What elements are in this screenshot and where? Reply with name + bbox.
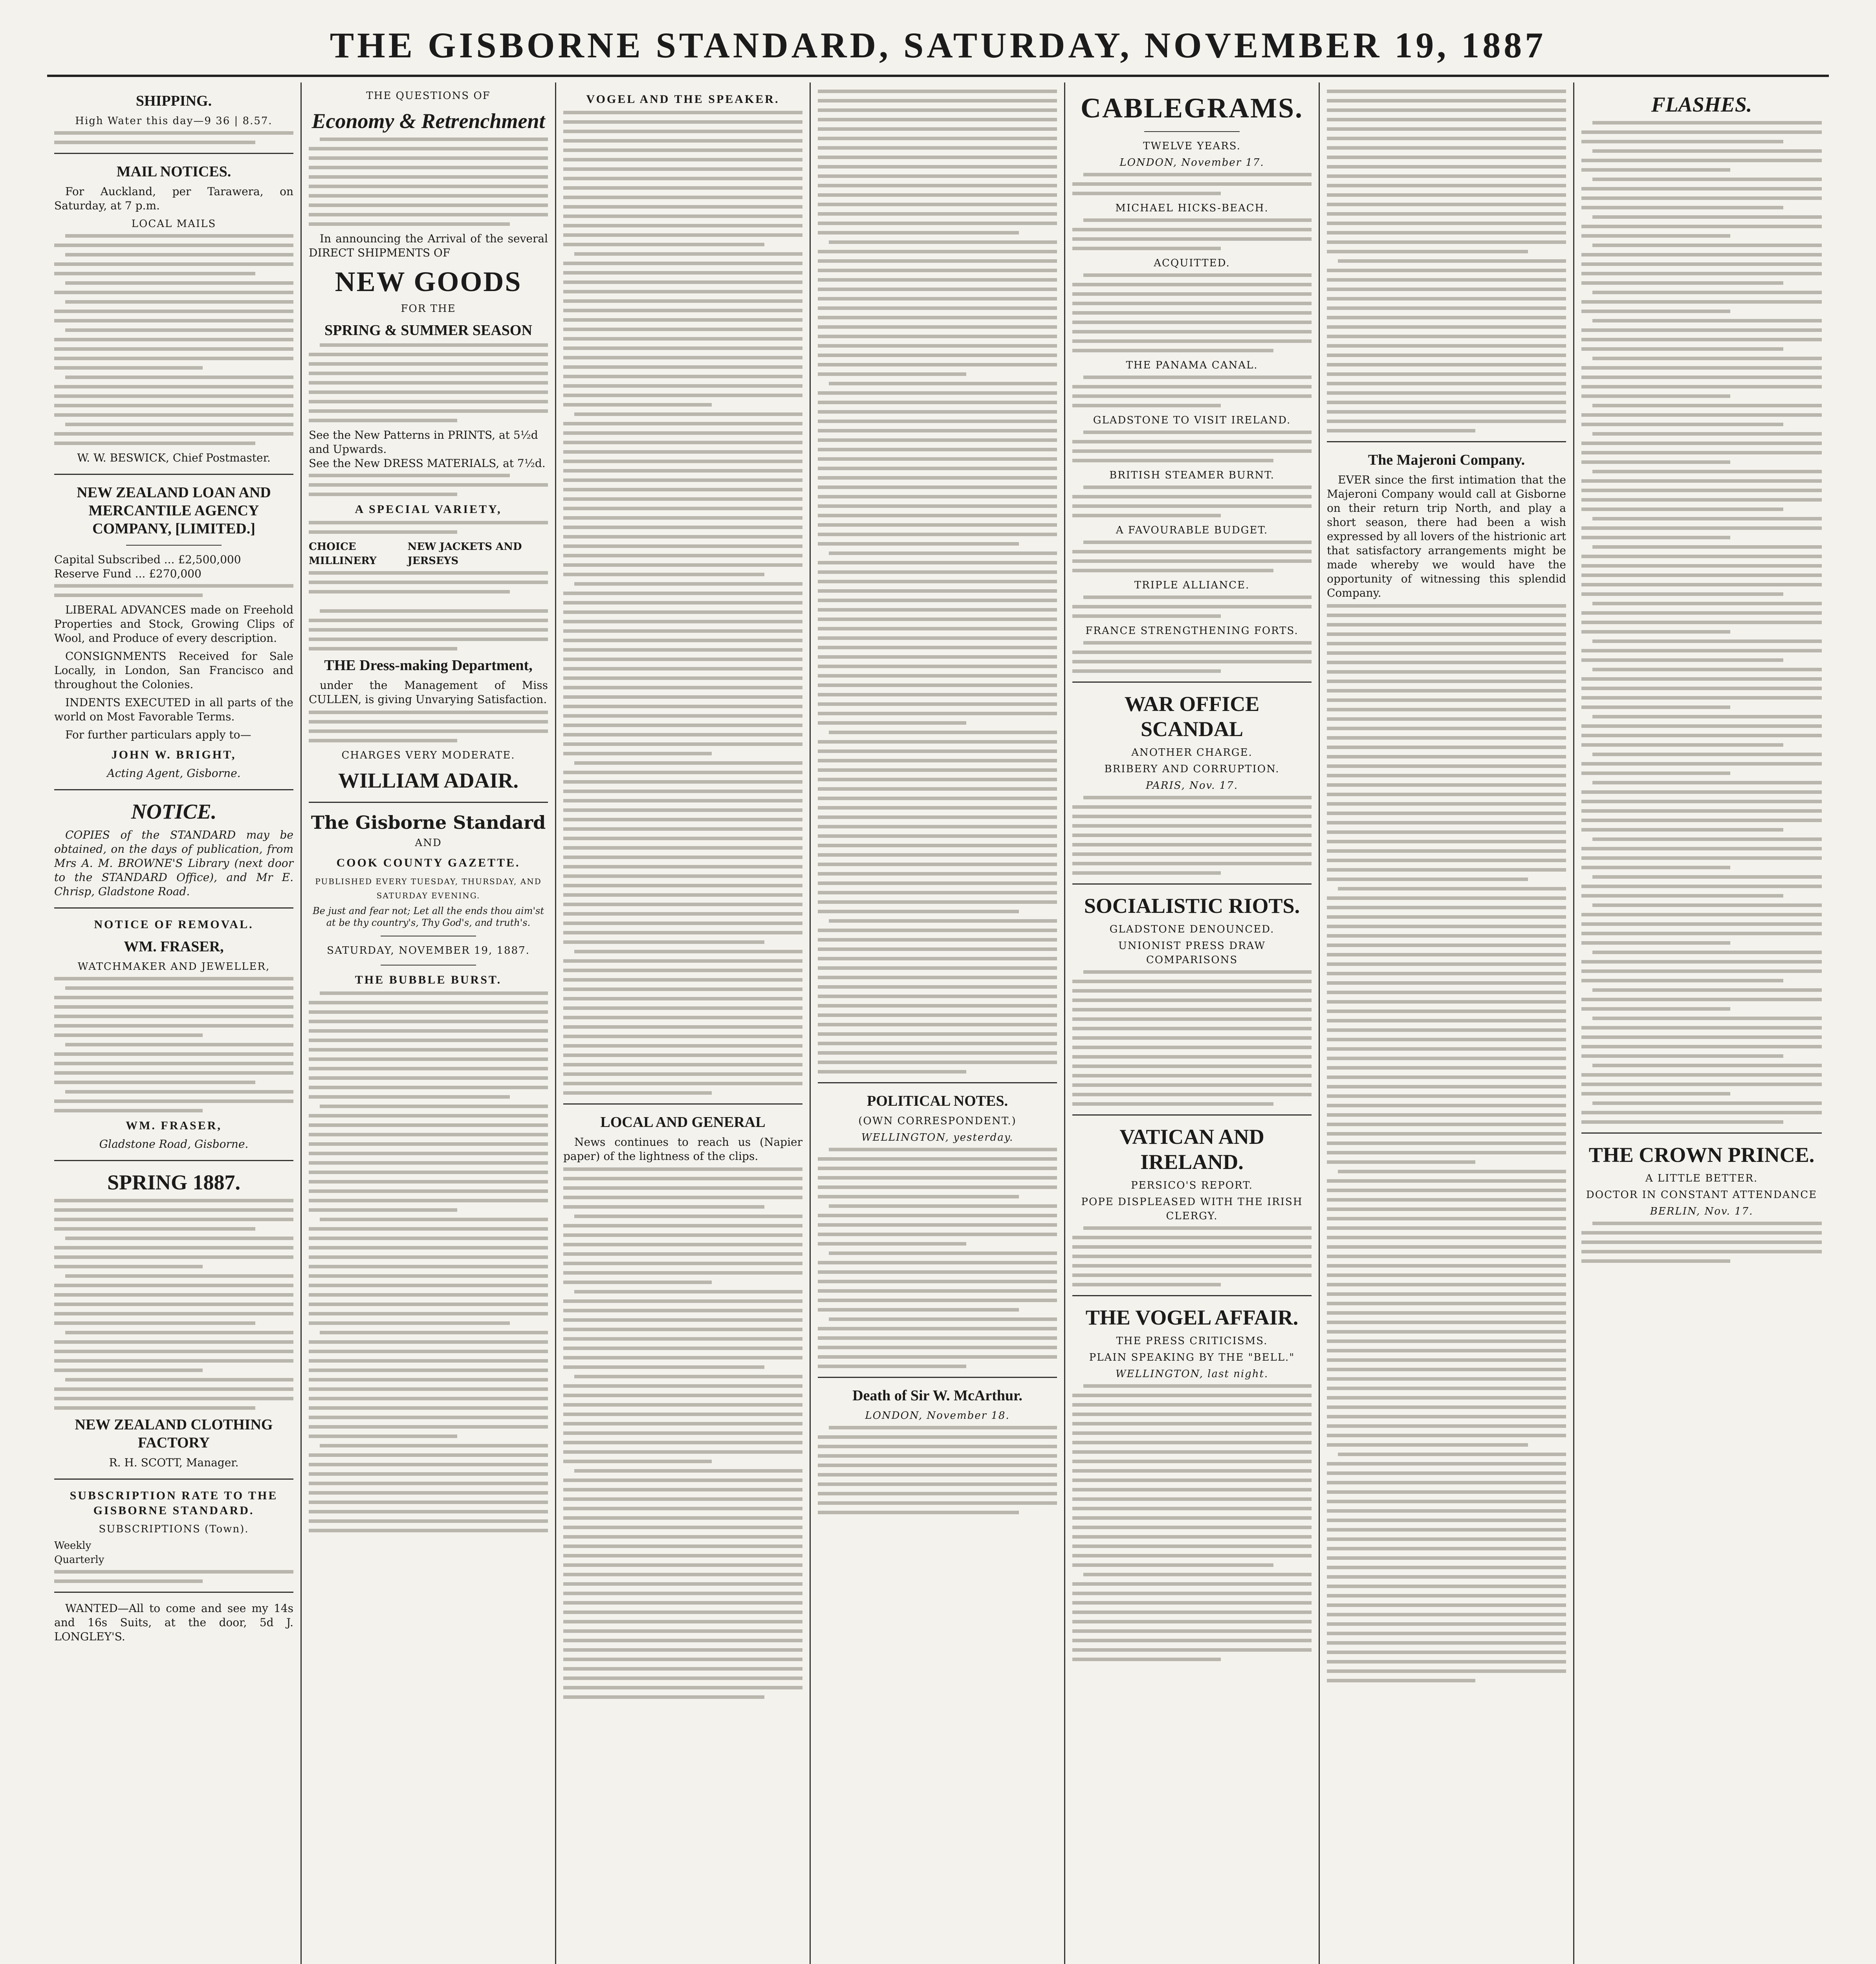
column-4 xyxy=(811,82,1065,1964)
favourable-budget: A FAVOURABLE BUDGET. xyxy=(1116,524,1268,536)
season-heading: SPRING & SUMMER SEASON xyxy=(324,322,532,339)
paper-title: The Gisborne Standard xyxy=(311,812,546,833)
economy-heading: Economy & Retrenchment xyxy=(311,109,545,133)
bribery: BRIBERY AND CORRUPTION. xyxy=(1104,763,1280,775)
vatican-heading: VATICAN AND IRELAND. xyxy=(1119,1125,1264,1174)
mail-notices-heading: MAIL NOTICES. xyxy=(116,163,231,180)
crown-prince-heading: THE CROWN PRINCE. xyxy=(1588,1143,1815,1167)
agent-name: JOHN W. BRIGHT, xyxy=(111,748,236,761)
spring-heading: SPRING 1887. xyxy=(107,1171,241,1194)
further-particulars: For further particulars apply to— xyxy=(65,728,251,741)
column-2 xyxy=(302,82,556,1964)
death-heading: Death of Sir W. McArthur. xyxy=(852,1387,1022,1404)
twelve-years: TWELVE YEARS. xyxy=(1143,140,1241,152)
column-6 xyxy=(1320,82,1574,1964)
panama-canal: THE PANAMA CANAL. xyxy=(1126,359,1258,371)
press-criticisms: THE PRESS CRITICISMS. xyxy=(1116,1335,1268,1347)
rate-weekly: Weekly xyxy=(54,1540,92,1552)
agent-title: Acting Agent, Gisborne. xyxy=(107,767,241,780)
local-intro: News continues to reach us (Napier paper) of the lightness of the clips. xyxy=(563,1136,802,1163)
reserve-fund: Reserve Fund ... £270,000 xyxy=(54,567,202,580)
clothing-factory-heading: NEW ZEALAND CLOTHING FACTORY xyxy=(75,1416,273,1451)
paper-and: AND xyxy=(415,837,442,849)
london-dateline: LONDON, November 17. xyxy=(1119,157,1264,169)
majeroni-intro: EVER since the first intimation that the Majeroni Company would call at Gisborne on their return trip North, and play a short season, there had been a wish expressed by all lovers of the histrionic art that satisfactory arrangements might be made whereby we would have the opportunity of witnessing this splendid Company. xyxy=(1327,473,1566,599)
fraser-name: WM. FRASER, xyxy=(124,938,224,955)
gladstone-ireland: GLADSTONE TO VISIT IRELAND. xyxy=(1093,414,1291,426)
charges-moderate: CHARGES VERY MODERATE. xyxy=(341,749,515,761)
pope-displeased: POPE DISPLEASED WITH THE IRISH CLERGY. xyxy=(1081,1196,1303,1222)
consignments: CONSIGNMENTS Received for Sale Locally, in London, San Francisco and throughout the Colonies. xyxy=(54,650,293,691)
shipping-heading: SHIPPING. xyxy=(136,93,212,109)
majeroni-text xyxy=(1327,604,1566,1682)
fraser-address: Gladstone Road, Gisborne. xyxy=(99,1138,249,1151)
arrival-text: In announcing the Arrival of the several DIRECT SHIPMENTS OF xyxy=(309,232,548,259)
season-text xyxy=(309,343,548,422)
flashes-text xyxy=(1581,121,1822,1124)
column-4-text xyxy=(818,90,1057,1074)
plain-speaking: PLAIN SPEAKING BY THE "BELL." xyxy=(1089,1352,1295,1363)
dateline: SATURDAY, NOVEMBER 19, 1887. xyxy=(327,945,530,956)
dressmaking-heading: THE Dress-making Department, xyxy=(324,657,533,674)
dress-materials-line: See the New DRESS MATERIALS, at 7½d. xyxy=(309,457,546,470)
vogel-speaker-text xyxy=(563,111,802,1095)
majeroni-heading: The Majeroni Company. xyxy=(1368,452,1525,468)
doctor-attendance: DOCTOR IN CONSTANT ATTENDANCE xyxy=(1586,1189,1817,1201)
socialistic-heading: SOCIALISTIC RIOTS. xyxy=(1084,894,1300,918)
questions-heading: THE QUESTIONS OF xyxy=(366,90,491,102)
clothing-manager: R. H. SCOTT, Manager. xyxy=(109,1456,239,1469)
fraser-signature: WM. FRASER, xyxy=(126,1119,222,1132)
triple-alliance: TRIPLE ALLIANCE. xyxy=(1134,579,1250,591)
local-mails-heading: LOCAL MAILS xyxy=(131,218,216,230)
tides-line: High Water this day—9 36 | 8.57. xyxy=(75,115,273,127)
column-5 xyxy=(1065,82,1320,1964)
removal-heading: NOTICE OF REMOVAL. xyxy=(94,918,254,931)
persico-report: PERSICO'S REPORT. xyxy=(1131,1180,1253,1191)
rate-quarterly: Quarterly xyxy=(54,1554,104,1566)
acquitted: ACQUITTED. xyxy=(1154,257,1230,269)
wanted-ad: WANTED—All to come and see my 14s and 16s Suits, at the door, 5d J. LONGLEY'S. xyxy=(54,1602,293,1643)
for-the: FOR THE xyxy=(401,303,456,315)
war-office-heading: WAR OFFICE SCANDAL xyxy=(1124,692,1260,741)
wellington-dateline: WELLINGTON, yesterday. xyxy=(861,1132,1014,1143)
patterns-line: See the New Patterns in PRINTS, at 5½d and Upwards. xyxy=(309,429,538,456)
postmaster-signature: W. W. BESWICK, Chief Postmaster. xyxy=(77,451,271,464)
hicks-beach: MICHAEL HICKS-BEACH. xyxy=(1115,202,1269,214)
vogel-affair-heading: THE VOGEL AFFAIR. xyxy=(1085,1306,1299,1329)
masthead xyxy=(47,16,1829,77)
paper-subtitle: COOK COUNTY GAZETTE. xyxy=(336,856,520,869)
spring-text xyxy=(54,1199,293,1410)
mail-for-auckland: For Auckland, per Tarawera, on Saturday, at 7 p.m. xyxy=(54,185,293,212)
column-1 xyxy=(47,82,302,1964)
liberal-advances: LIBERAL ADVANCES made on Freehold Properties and Stock, Growing Clips of Wool, and Produce of every description. xyxy=(54,603,293,645)
death-dateline: LONDON, November 18. xyxy=(865,1410,1010,1422)
capital-subscribed: Capital Subscribed ... £2,500,000 xyxy=(54,553,241,566)
column-6-top-text xyxy=(1327,90,1566,432)
special-variety: A SPECIAL VARIETY, xyxy=(355,503,502,516)
choice-millinery: CHOICE MILLINERY xyxy=(309,541,377,567)
berlin-dateline: BERLIN, Nov. 17. xyxy=(1650,1206,1753,1217)
notice-text: COPIES of the STANDARD may be obtained, on the days of publication, from Mrs A. M. BROWNE'S Library (next door to the STANDARD Office), and Mr E. Chrisp, Gladstone Road. xyxy=(54,828,293,898)
another-charge: ANOTHER CHARGE. xyxy=(1131,747,1253,758)
political-notes-text xyxy=(818,1148,1057,1368)
local-general-text xyxy=(563,1167,802,1699)
dressmaking-management: under the Management of Miss CULLEN, is giving Unvarying Satisfaction. xyxy=(309,679,548,706)
paper-days: PUBLISHED EVERY TUESDAY, THURSDAY, AND SATURDAY EVENING. xyxy=(315,877,542,900)
subscription-heading: SUBSCRIPTION RATE TO THE GISBORNE STANDARD. xyxy=(70,1489,278,1517)
local-general-heading: LOCAL AND GENERAL xyxy=(600,1114,766,1130)
paper-motto: Be just and fear not; Let all the ends thou aim'st at be thy country's, Thy God's, and truth's. xyxy=(312,905,544,928)
cablegrams-heading: CABLEGRAMS. xyxy=(1080,92,1304,124)
nz-loan-heading: NEW ZEALAND LOAN AND MERCANTILE AGENCY COMPANY, [LIMITED.] xyxy=(77,484,271,537)
new-goods-heading: NEW GOODS xyxy=(335,266,522,297)
local-mails-text xyxy=(54,234,293,445)
column-7 xyxy=(1574,82,1829,1964)
paris-dateline: PARIS, Nov. 17. xyxy=(1145,780,1238,791)
little-better: A LITTLE BETTER. xyxy=(1645,1173,1758,1184)
vogel-speaker-heading: VOGEL AND THE SPEAKER. xyxy=(586,93,780,106)
france-forts: FRANCE STRENGTHENING FORTS. xyxy=(1085,625,1299,637)
wellington-last-night: WELLINGTON, last night. xyxy=(1115,1368,1269,1380)
indents: INDENTS EXECUTED in all parts of the world on Most Favorable Terms. xyxy=(54,696,293,723)
notice-heading: NOTICE. xyxy=(131,800,217,823)
fraser-trade: WATCHMAKER AND JEWELLER, xyxy=(77,961,270,973)
newspaper-title: THE GISBORNE STANDARD, SATURDAY, NOVEMBER 19, 1887 xyxy=(330,25,1546,65)
political-notes-heading: POLITICAL NOTES. xyxy=(867,1093,1008,1109)
economy-text xyxy=(309,137,548,226)
flashes-heading: FLASHES. xyxy=(1651,93,1752,116)
death-text xyxy=(818,1426,1057,1514)
fraser-text xyxy=(54,977,293,1112)
own-correspondent: (OWN CORRESPONDENT.) xyxy=(858,1115,1017,1127)
steamer-burnt: BRITISH STEAMER BURNT. xyxy=(1109,469,1275,481)
bubble-burst-heading: THE BUBBLE BURST. xyxy=(355,973,502,986)
column-3 xyxy=(556,82,811,1964)
gladstone-denounced: GLADSTONE DENOUNCED. xyxy=(1109,923,1275,935)
william-adair: WILLIAM ADAIR. xyxy=(338,769,519,792)
bubble-text xyxy=(309,991,548,1532)
subscriptions-town: SUBSCRIPTIONS (Town). xyxy=(99,1523,249,1535)
newspaper-page xyxy=(47,82,1829,1964)
new-jackets: NEW JACKETS AND JERSEYS xyxy=(407,541,522,567)
unionist-press: UNIONIST PRESS DRAW COMPARISONS xyxy=(1118,940,1266,966)
